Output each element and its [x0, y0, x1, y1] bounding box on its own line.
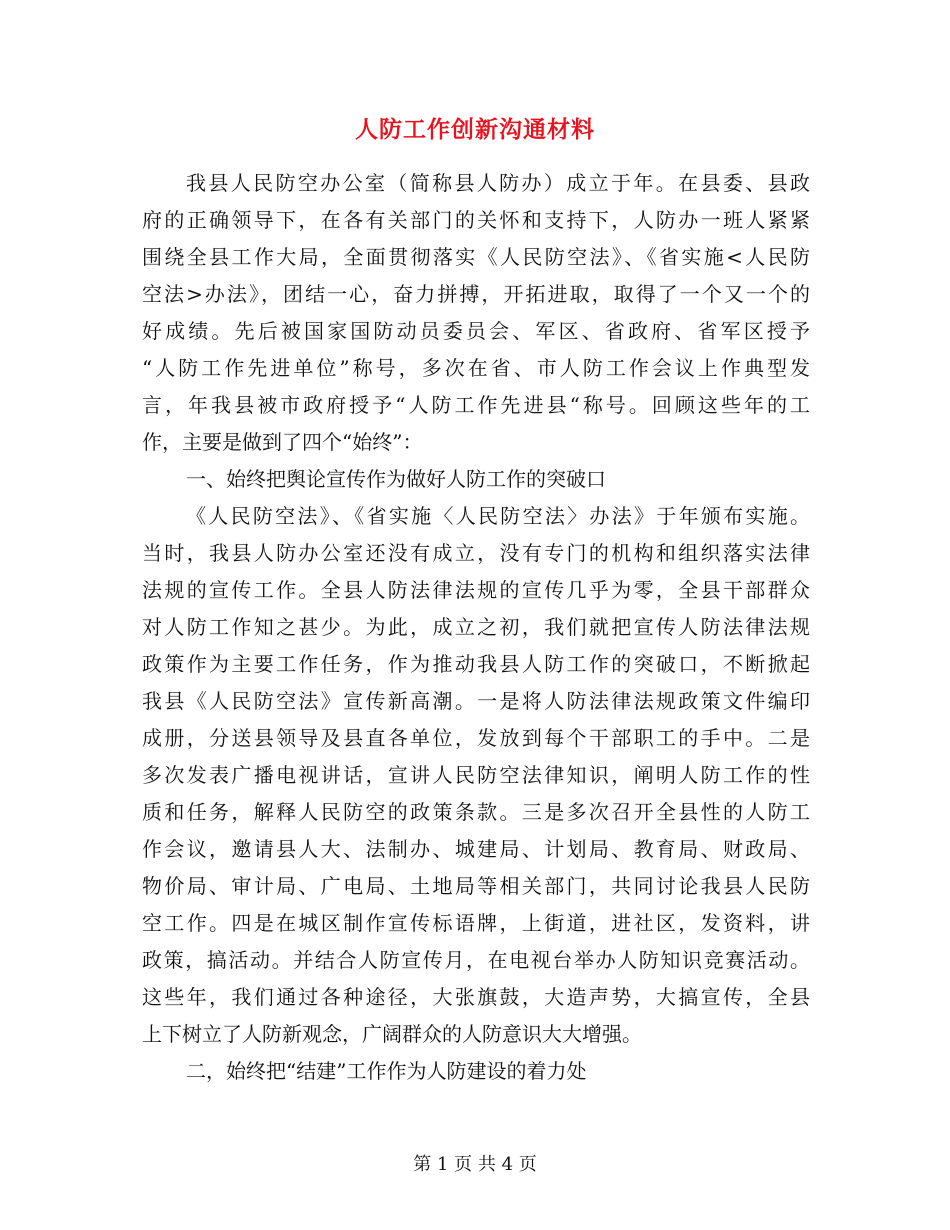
paragraph-line: 法规的宣传工作。全县人防法律法规的宣传几乎为零，全县干部群众: [142, 578, 810, 602]
paragraph-line: 我县《人民防空法》宣传新高潮。一是将人防法律法规政策文件编印: [142, 689, 810, 713]
page-footer: 第 1 页 共 4 页: [413, 1154, 537, 1175]
paragraph-line: 府的正确领导下，在各有关部门的关怀和支持下，人防办一班人紧紧: [142, 208, 810, 232]
paragraph-line: 多次发表广播电视讲话，宣讲人民防空法律知识，阐明人防工作的性: [142, 763, 810, 787]
paragraph-line: 我县人民防空办公室（简称县人防办）成立于年。在县委、县政: [186, 171, 810, 195]
paragraph-line: “人防工作先进单位”称号，多次在省、市人防工作会议上作典型发: [142, 356, 810, 380]
paragraph-line: 成册，分送县领导及县直各单位，发放到每个干部职工的手中。二是: [142, 726, 810, 750]
paragraph-line: 政策作为主要工作任务，作为推动我县人防工作的突破口，不断掀起: [142, 652, 810, 676]
section-heading: 二，始终把“结建”工作作为人防建设的着力处: [186, 1059, 587, 1083]
paragraph-line: 政策，搞活动。并结合人防宣传月，在电视台举办人防知识竞赛活动。: [142, 948, 810, 972]
section-heading: 一、始终把舆论宣传作为做好人防工作的突破口: [186, 467, 606, 491]
paragraph-line: 质和任务，解释人民防空的政策条款。三是多次召开全县性的人防工: [142, 800, 810, 824]
paragraph-line: 空工作。四是在城区制作宣传标语牌，上街道，进社区，发资料，讲: [142, 911, 810, 935]
paragraph-line: 作会议，邀请县人大、法制办、城建局、计划局、教育局、财政局、: [142, 837, 810, 861]
paragraph-line: 当时，我县人防办公室还没有成立，没有专门的机构和组织落实法律: [142, 541, 810, 565]
paragraph-line: 这些年，我们通过各种途径，大张旗鼓，大造声势，大搞宣传，全县: [142, 985, 810, 1009]
document-title: 人防工作创新沟通材料: [355, 116, 595, 143]
paragraph-line: 围绕全县工作大局，全面贯彻落实《人民防空法》、《省实施<人民防: [142, 245, 810, 269]
document-body: [142, 165, 810, 1090]
paragraph-line: 上下树立了人防新观念，广阔群众的人防意识大大增强。: [142, 1022, 642, 1046]
paragraph-line: 《人民防空法》、《省实施〈人民防空法〉办法》于年颁布实施。: [186, 504, 810, 528]
paragraph-line: 作，主要是做到了四个“始终”：: [142, 430, 423, 454]
paragraph-line: 空法>办法》，团结一心，奋力拼搏，开拓进取，取得了一个又一个的: [142, 282, 810, 306]
paragraph-line: 好成绩。先后被国家国防动员委员会、军区、省政府、省军区授予: [142, 319, 810, 343]
paragraph-line: 物价局、审计局、广电局、土地局等相关部门，共同讨论我县人民防: [142, 874, 810, 898]
paragraph-line: 言，年我县被市政府授予“人防工作先进县“称号。回顾这些年的工: [142, 393, 810, 417]
paragraph-line: 对人防工作知之甚少。为此，成立之初，我们就把宣传人防法律法规: [142, 615, 810, 639]
